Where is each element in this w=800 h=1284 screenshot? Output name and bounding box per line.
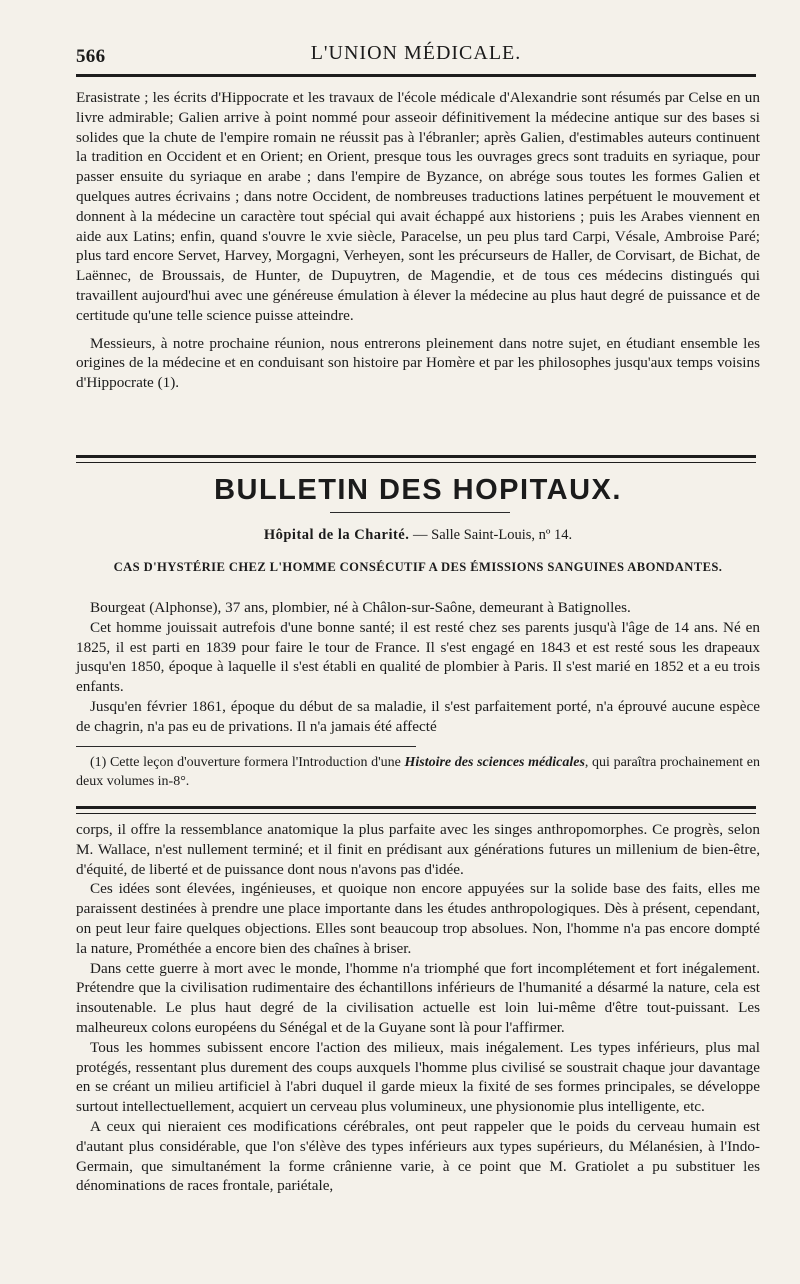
case-paragraph: Cet homme jouissait autrefois d'une bonne santé; il est resté chez ses parents jusqu'à l'âge de 14 ans. Né en 1825, il est parti en 1839 pour faire le tour de France. Il s'est engagé en 1843 et est resté sous les drapeaux jusqu'en 1850, époque à laquelle il s'est établi en qualité de plombier à Paris. Il s'est marié en 1852 et a eu trois enfants.: [76, 618, 760, 696]
feuilleton-paragraph: Dans cette guerre à mort avec le monde, l'homme n'a triomphé que fort incomplétement et fort inégalement. Prétendre que la civilisation rudimentaire des échantillons inférieurs de l'humanité a désarmé la nature, cela est insoutenable. Le plus haut degré de la civilisation actuelle est loin lui-même d'être tout-puissant. Les malheureux colons européens du Sénégal et de la Guyane sont là pour l'affirmer.: [76, 959, 760, 1036]
hospital-name: Hôpital de la Charité.: [263, 527, 410, 543]
lecture-paragraph: Messieurs, à notre prochaine réunion, nous entrerons pleinement dans notre sujet, en étudiant ensemble les origines de la médecine et en conduisant son histoire par Homère et par les philosophes jusqu'aux temps voisins d'Hippocrate (1).: [76, 334, 760, 392]
feuilleton-text: [76, 820, 760, 1196]
footnote-rule: [76, 746, 416, 747]
footnote-book-title: Histoire des sciences médicales: [404, 755, 585, 770]
feuilleton-paragraph: A ceux qui nieraient ces modifications cérébrales, ont peut rappeler que le poids du cerveau humain est d'autant plus considérable, que l'on s'élève des types inférieurs aux types supérieurs, du Mélanésien, à l'Indo-Germain, que simultanément la forme crânienne varie, à ce point que M. Gratiolet a pu substituer les dénominations de races frontale, pariétale,: [76, 1117, 760, 1195]
case-paragraph: Bourgeat (Alphonse), 37 ans, plombier, né à Châlon-sur-Saône, demeurant à Batignolles.: [90, 599, 631, 616]
footnote: [76, 754, 760, 791]
feuilleton-paragraph: corps, il offre la ressemblance anatomique la plus parfaite avec les singes anthropomorphes. Ce progrès, selon M. Wallace, n'est nullement terminé; et il finit en prédisant aux générations futures un millenium de bien-être, d'équité, de liberté et de puissance dont nous n'avons pas d'idée.: [76, 821, 760, 878]
feuilleton-paragraph: Tous les hommes subissent encore l'action des milieux, mais inégalement. Les types inférieurs, plus mal protégés, ressentant plus durement des coups auxquels l'homme plus civilisé se soustrait chaque jour davantage en se créant un milieu artificiel à l'abri duquel il garde mieux la fixité de ses formes principales, se développe surtout intellectuellement, acquiert un cerveau plus volumineux, une physionomie plus intelligente, etc.: [76, 1038, 760, 1116]
case-paragraph: Jusqu'en février 1861, époque du début de sa maladie, il s'est parfaitement porté, n'a éprouvé aucune espèce de chagrin, n'a pas eu de privations. Il n'a jamais été affecté: [76, 697, 760, 735]
hospital-ward: — Salle Saint-Louis, nº 14.: [409, 527, 573, 543]
footnote-prefix: (1) Cette leçon d'ouverture formera l'Introduction d'une: [90, 755, 405, 770]
lecture-paragraph: Erasistrate ; les écrits d'Hippocrate et les travaux de l'école médicale d'Alexandrie sont résumés par Celse en un livre admirable; Galien arrive à point nommé pour asseoir définitivement la médecine antique sur des bases si solides que la chute de l'empire romain ne réussit pas à l'ébranler; après Galien, d'estimables auteurs continuent la tradition en Occident et en Orient; en Orient, presque tous les ouvrages grecs sont traduits en syriaque, pour passer ensuite du syriaque en arabe ; dans l'empire de Byzance, on abrége sous toutes les formes Galien et quelques autres écrivains ; dans notre Occident, de nombreuses traductions latines perpétuent le mouvement et donnent à la médecine un caractère tout spécial qui avait échappé aux historiens ; puis les Arabes viennent en aide aux Latins; enfin, quand s'ouvre le xvie siècle, Paracelse, un peu plus tard Carpi, Vésale, Ambroise Paré; plus tard encore Servet, Harvey, Morgagni, Verheyen, sont les précurseurs de Haller, de Corvisart, de Bichat, de Laënnec, de Broussais, de Hunter, de Dupuytren, de Magendie, et de tous ces médecins distingués qui travaillent aujourd'hui avec une généreuse émulation à élever la médecine au plus haut degré de puissance et de certitude qu'une telle science puisse atteindre.: [76, 89, 760, 324]
page-header: [76, 34, 756, 68]
case-title: CAS D'HYSTÉRIE CHEZ L'HOMME CONSÉCUTIF A DES ÉMISSIONS SANGUINES ABONDANTES.: [113, 560, 723, 574]
section-divider: [76, 455, 756, 463]
running-title: L'UNION MÉDICALE.: [310, 42, 522, 64]
footnote-suffix: , qui paraîtra prochainement en deux volumes in-8°.: [76, 755, 760, 789]
feuilleton-paragraph: Ces idées sont élevées, ingénieuses, et quoique non encore appuyées sur la solide base des faits, elles me paraissent destinées à prendre une place importante dans les études anthropologiques. Dès à présent, cependant, on peut leur faire quelques objections. Elles sont beaucoup trop absolues. Non, l'homme n'a pas encore dompté la nature, Prométhée a encore bien des chaînes à briser.: [76, 880, 760, 957]
hospital-line: [76, 527, 760, 544]
feuilleton-divider: [76, 806, 756, 814]
header-rule: [76, 74, 756, 77]
lecture-text: [76, 88, 760, 393]
case-text: [76, 598, 760, 737]
footnote-text: [76, 754, 760, 791]
page-number: 566: [76, 46, 106, 67]
section-title: BULLETIN DES HOPITAUX.: [214, 474, 622, 506]
title-underline: [330, 512, 510, 513]
